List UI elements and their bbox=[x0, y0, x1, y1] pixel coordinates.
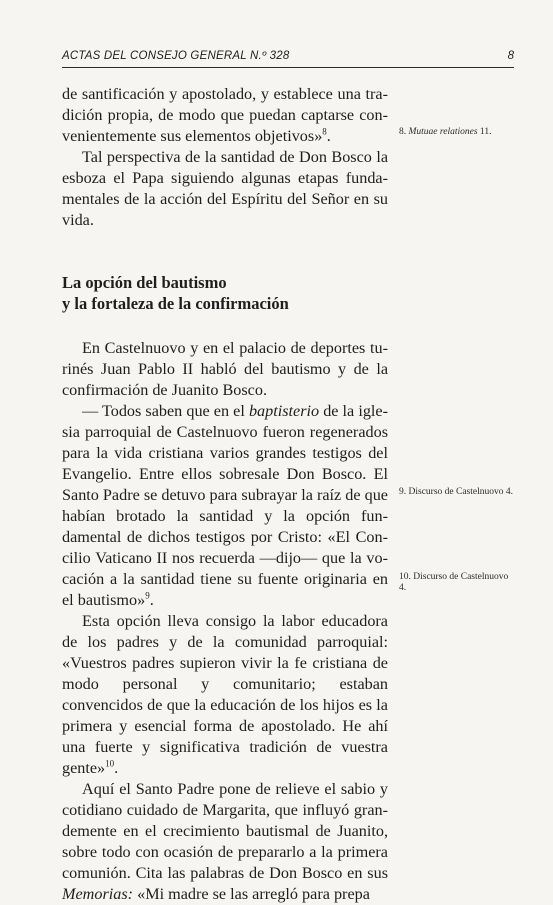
footnote-ref-9: 9 bbox=[145, 590, 150, 601]
margin-note-8: 8. Mutuae relationes 11. bbox=[399, 127, 492, 137]
paragraph-6: Aquí el Santo Padre pone de relieve el sabio y cotidiano cuidado de Margarita, que influyó grandemente en el crecimiento bautismal de Juanito, sobre todo con ocasión de prepararlo a la primera comunión. Cita las palabras de Don Bosco en sus Memorias: «Mi madre se las arregló para prepa bbox=[62, 780, 388, 903]
heading-line-1: La opción del bautismo bbox=[62, 273, 227, 292]
header-title: ACTAS DEL CONSEJO GENERAL N.º 328 bbox=[62, 50, 290, 62]
emphasis-baptisterio: baptisterio bbox=[248, 402, 320, 420]
paragraph-4: — Todos saben que en el baptisterio de la iglesia parroquial de Castelnuovo fueron regenerados para la vida cristiana varios grandes testigos del Evangelio. Entre ellos sobresale Don Bosco. El Santo Padre se detuvo para subrayar la raíz de que habían brotado la santidad y la opción fundamental de dichos testigos por Cristo: «El Concilio Vaticano II nos recuerda —dijo— que la vocación a la santidad tiene su fuente originaria en el bautismo»$^9$. bbox=[62, 402, 388, 609]
margin-note-9: 9. Discurso de Castelnuovo 4. bbox=[399, 487, 513, 497]
heading-line-2: y la fortaleza de la confirmación bbox=[62, 294, 289, 313]
main-text bbox=[62, 84, 388, 905]
footnote-ref-10: 10 bbox=[105, 758, 115, 769]
paragraph-1: de santificación y apostolado, y establece una tradición propia, de modo que puedan captarse convenientemente sus elementos objetivos»$^8$. bbox=[62, 85, 388, 145]
section-heading bbox=[62, 272, 388, 314]
paragraph-2: Tal perspectiva de la santidad de Don Bosco la esboza el Papa siguiendo algunas etapas fundamentales de la acción del Espíritu del Señor en su vida. bbox=[62, 148, 388, 229]
paragraph-3: En Castelnuovo y en el palacio de deportes turinés Juan Pablo II habló del bautismo y de la confirmación de Juanito Bosco. bbox=[62, 339, 388, 399]
emphasis-memorias: Memorias: bbox=[62, 885, 134, 903]
footnote-ref-8: 8 bbox=[322, 126, 327, 137]
paragraph-5: Esta opción lleva consigo la labor educadora de los padres y de la comunidad parroquial: «Vuestros padres supieron vivir la fe cristiana de modo personal y comunitario; estaban convencidos de que la educación de los hijos es la primera y esencial forma de apostolado. He ahí una fuerte y significativa tradición de vuestra gente»$^{10}$. bbox=[62, 612, 388, 777]
margin-note-10: 10. Discurso de Castelnuovo 4. bbox=[399, 572, 509, 593]
page-number: 8 bbox=[507, 50, 514, 62]
running-header bbox=[62, 50, 514, 68]
